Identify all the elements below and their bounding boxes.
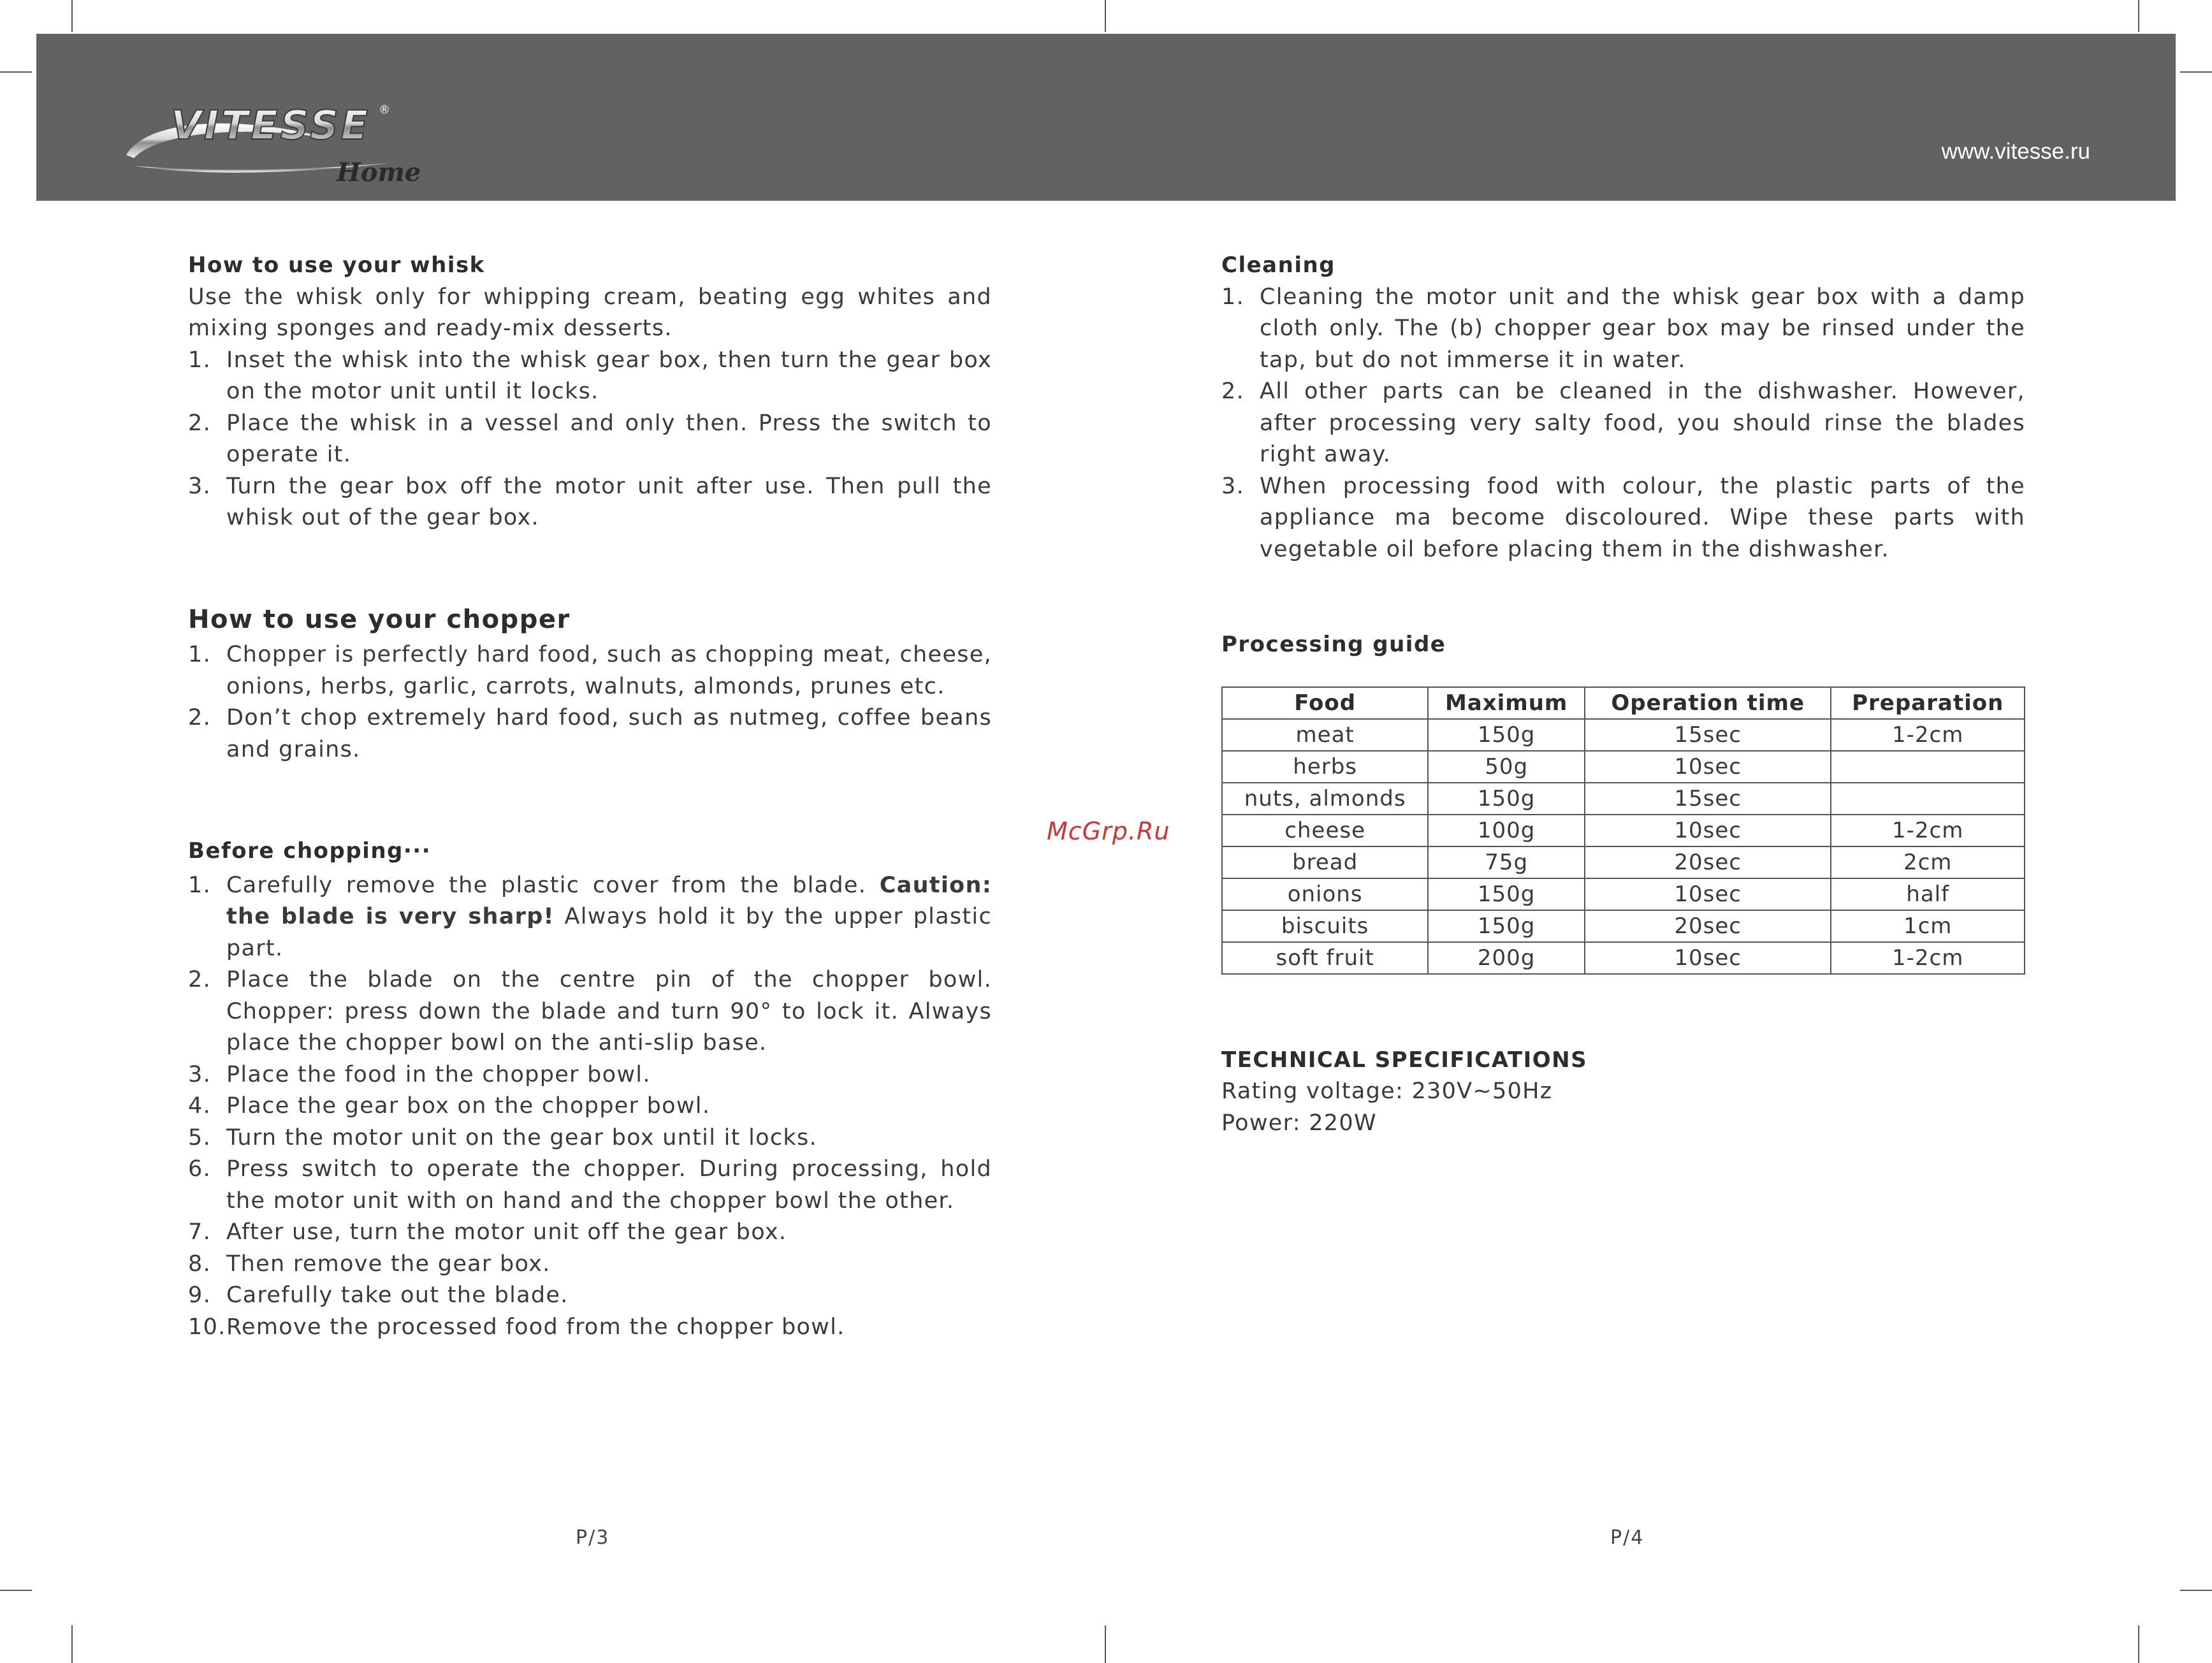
column-header: Preparation (1831, 687, 2025, 719)
table-row (1222, 783, 2025, 815)
step-text: Place the food in the chopper bowl. (226, 1061, 651, 1087)
list-item (188, 1280, 992, 1312)
step-number: 2. (188, 705, 211, 730)
list-item (1221, 282, 2025, 377)
right-column (1221, 250, 2025, 1139)
before-chopping-heading: Before chopping··· (188, 838, 432, 864)
vitesse-logo (121, 94, 427, 190)
table-cell: half (1831, 878, 2025, 910)
crop-mark (71, 0, 73, 32)
crop-mark (2138, 0, 2139, 32)
table-cell: 100g (1428, 815, 1585, 846)
table-cell: bread (1222, 846, 1428, 878)
table-row (1222, 815, 2025, 846)
crop-mark (0, 1590, 32, 1591)
step-text: Don’t chop extremely hard food, such as nutmeg, coffee beans and grains. (226, 705, 992, 762)
list-item (188, 702, 992, 766)
step-number: 7. (188, 1219, 211, 1245)
step-number: 1. (188, 642, 211, 667)
crop-mark (71, 1625, 73, 1663)
step-text: Place the gear box on the chopper bowl. (226, 1093, 711, 1119)
step-text: Cleaning the motor unit and the whisk gear box with a damp cloth only. The (b) chopper gear box may be rinsed under the tap, but do not immerse it in water. (1260, 284, 2025, 373)
crop-mark (2180, 1590, 2212, 1591)
table-cell: herbs (1222, 751, 1428, 783)
step-number: 3. (188, 473, 211, 499)
table-cell: 10sec (1585, 878, 1831, 910)
table-cell: onions (1222, 878, 1428, 910)
chopper-heading: How to use your chopper (188, 604, 571, 634)
step-text: Remove the processed food from the chopper bowl. (226, 1314, 845, 1340)
table-cell: 150g (1428, 878, 1585, 910)
list-item (188, 1249, 992, 1281)
list-item (188, 471, 992, 534)
step-text: Chopper is perfectly hard food, such as chopping meat, cheese, onions, herbs, garlic, carrots, walnuts, almonds, prunes etc. (226, 642, 992, 699)
logo-home-text: Home (337, 157, 421, 187)
spec-line: Power: 220W (1221, 1110, 1377, 1136)
step-number: 9. (188, 1282, 211, 1308)
step-text: Always hold it by the upper plastic part. (226, 904, 992, 961)
table-cell: 10sec (1585, 942, 1831, 974)
crop-mark (1105, 0, 1106, 32)
page-number-left: P/3 (576, 1527, 610, 1549)
left-column (188, 250, 992, 1343)
logo-wordmark: VITESSE (171, 102, 371, 149)
table-header-row (1222, 687, 2025, 719)
list-item (1221, 376, 2025, 471)
table-row (1222, 719, 2025, 751)
step-number: 3. (188, 1061, 211, 1087)
list-item (188, 345, 992, 408)
table-row (1222, 846, 2025, 878)
step-text: Turn the gear box off the motor unit after use. Then pull the whisk out of the gear box. (226, 473, 992, 530)
step-number: 1. (188, 347, 211, 373)
watermark: McGrp.Ru (1047, 817, 1170, 845)
cleaning-heading: Cleaning (1221, 252, 1336, 278)
step-number: 10. (188, 1314, 226, 1340)
table-cell: 1-2cm (1831, 815, 2025, 846)
list-item (188, 408, 992, 471)
table-cell: 15sec (1585, 719, 1831, 751)
table-cell: 150g (1428, 783, 1585, 815)
specs-heading: TECHNICAL SPECIFICATIONS (1221, 1047, 1588, 1073)
step-number: 3. (1221, 473, 1244, 499)
table-cell: 20sec (1585, 910, 1831, 942)
table-cell: 200g (1428, 942, 1585, 974)
step-text: Place the blade on the centre pin of the chopper bowl. Chopper: press down the blade and turn 90° to lock it. Always place the chopper bowl on the anti-slip base. (226, 967, 992, 1056)
table-cell: 1-2cm (1831, 942, 2025, 974)
crop-mark (1105, 1625, 1106, 1663)
chopper-section (188, 604, 992, 766)
list-item (188, 639, 992, 702)
table-cell: 20sec (1585, 846, 1831, 878)
whisk-steps (188, 345, 992, 534)
step-number: 2. (1221, 379, 1244, 404)
list-item (1221, 471, 2025, 566)
logo-registered-mark: ® (379, 103, 390, 117)
step-number: 5. (188, 1124, 211, 1151)
table-cell: meat (1222, 719, 1428, 751)
table-cell (1831, 783, 2025, 815)
table-row (1222, 751, 2025, 783)
processing-guide-heading: Processing guide (1221, 632, 1446, 657)
before-chopping-section (188, 836, 992, 1343)
step-text: After use, turn the motor unit off the gear box. (226, 1219, 787, 1245)
list-item (188, 1154, 992, 1217)
step-number: 1. (188, 872, 211, 898)
step-text: Place the whisk in a vessel and only then. Press the switch to operate it. (226, 410, 992, 467)
table-row (1222, 878, 2025, 910)
list-item (188, 1059, 992, 1091)
step-text: All other parts can be cleaned in the dishwasher. However, after processing very salty food, you should rinse the blades right away. (1260, 379, 2025, 467)
step-number: 1. (1221, 284, 1244, 310)
step-number: 8. (188, 1251, 211, 1277)
table-cell: 10sec (1585, 751, 1831, 783)
step-text: Press switch to operate the chopper. During processing, hold the motor unit with on hand and the chopper bowl the other. (226, 1156, 992, 1214)
processing-guide-table (1221, 686, 2025, 975)
table-cell (1831, 751, 2025, 783)
table-cell: 10sec (1585, 815, 1831, 846)
step-number: 6. (188, 1156, 211, 1182)
page-number-right: P/4 (1610, 1527, 1645, 1549)
step-text: Carefully remove the plastic cover from the blade. (226, 872, 880, 898)
whisk-section (188, 250, 992, 534)
table-cell: 150g (1428, 719, 1585, 751)
step-text: Inset the whisk into the whisk gear box, then turn the gear box on the motor unit until it locks. (226, 347, 992, 404)
table-cell: biscuits (1222, 910, 1428, 942)
whisk-intro: Use the whisk only for whipping cream, beating egg whites and mixing sponges and ready-mix desserts. (188, 284, 992, 341)
list-item (188, 1312, 992, 1344)
step-text: Then remove the gear box. (226, 1251, 551, 1277)
chopper-steps (188, 639, 992, 766)
header-url[interactable]: www.vitesse.ru (1941, 139, 2090, 164)
table-cell: 150g (1428, 910, 1585, 942)
table-cell: 15sec (1585, 783, 1831, 815)
list-item (188, 1217, 992, 1249)
list-item (188, 1091, 992, 1122)
table-cell: 1cm (1831, 910, 2025, 942)
step-text: Turn the motor unit on the gear box until it locks. (226, 1124, 817, 1151)
table-cell: 1-2cm (1831, 719, 2025, 751)
step-number: 2. (188, 967, 211, 992)
caution-text: Caution: the blade is very sharp! (226, 872, 992, 929)
step-number: 2. (188, 410, 211, 436)
whisk-heading: How to use your whisk (188, 252, 485, 278)
column-header: Maximum (1428, 687, 1585, 719)
table-cell: 75g (1428, 846, 1585, 878)
crop-mark (2180, 71, 2212, 73)
crop-mark (0, 71, 32, 73)
table-cell: soft fruit (1222, 942, 1428, 974)
spec-line: Rating voltage: 230V~50Hz (1221, 1078, 1553, 1104)
list-item (188, 870, 992, 965)
step-number: 4. (188, 1093, 211, 1119)
cleaning-steps (1221, 282, 2025, 566)
table-cell: 50g (1428, 751, 1585, 783)
list-item (188, 1122, 992, 1154)
step-text: When processing food with colour, the plastic parts of the appliance ma become discoloured. Wipe these parts with vegetable oil before placing them in the dishwasher. (1260, 473, 2025, 562)
before-chopping-steps (188, 870, 992, 1344)
cleaning-section (1221, 250, 2025, 565)
processing-guide-section (1221, 629, 2025, 975)
table-row (1222, 942, 2025, 974)
crop-mark (2138, 1625, 2139, 1663)
table-cell: 2cm (1831, 846, 2025, 878)
step-text: Carefully take out the blade. (226, 1282, 569, 1308)
technical-specifications-section (1221, 1045, 2025, 1140)
table-cell: cheese (1222, 815, 1428, 846)
table-cell: nuts, almonds (1222, 783, 1428, 815)
list-item (188, 964, 992, 1059)
table-row (1222, 910, 2025, 942)
column-header: Food (1222, 687, 1428, 719)
column-header: Operation time (1585, 687, 1831, 719)
